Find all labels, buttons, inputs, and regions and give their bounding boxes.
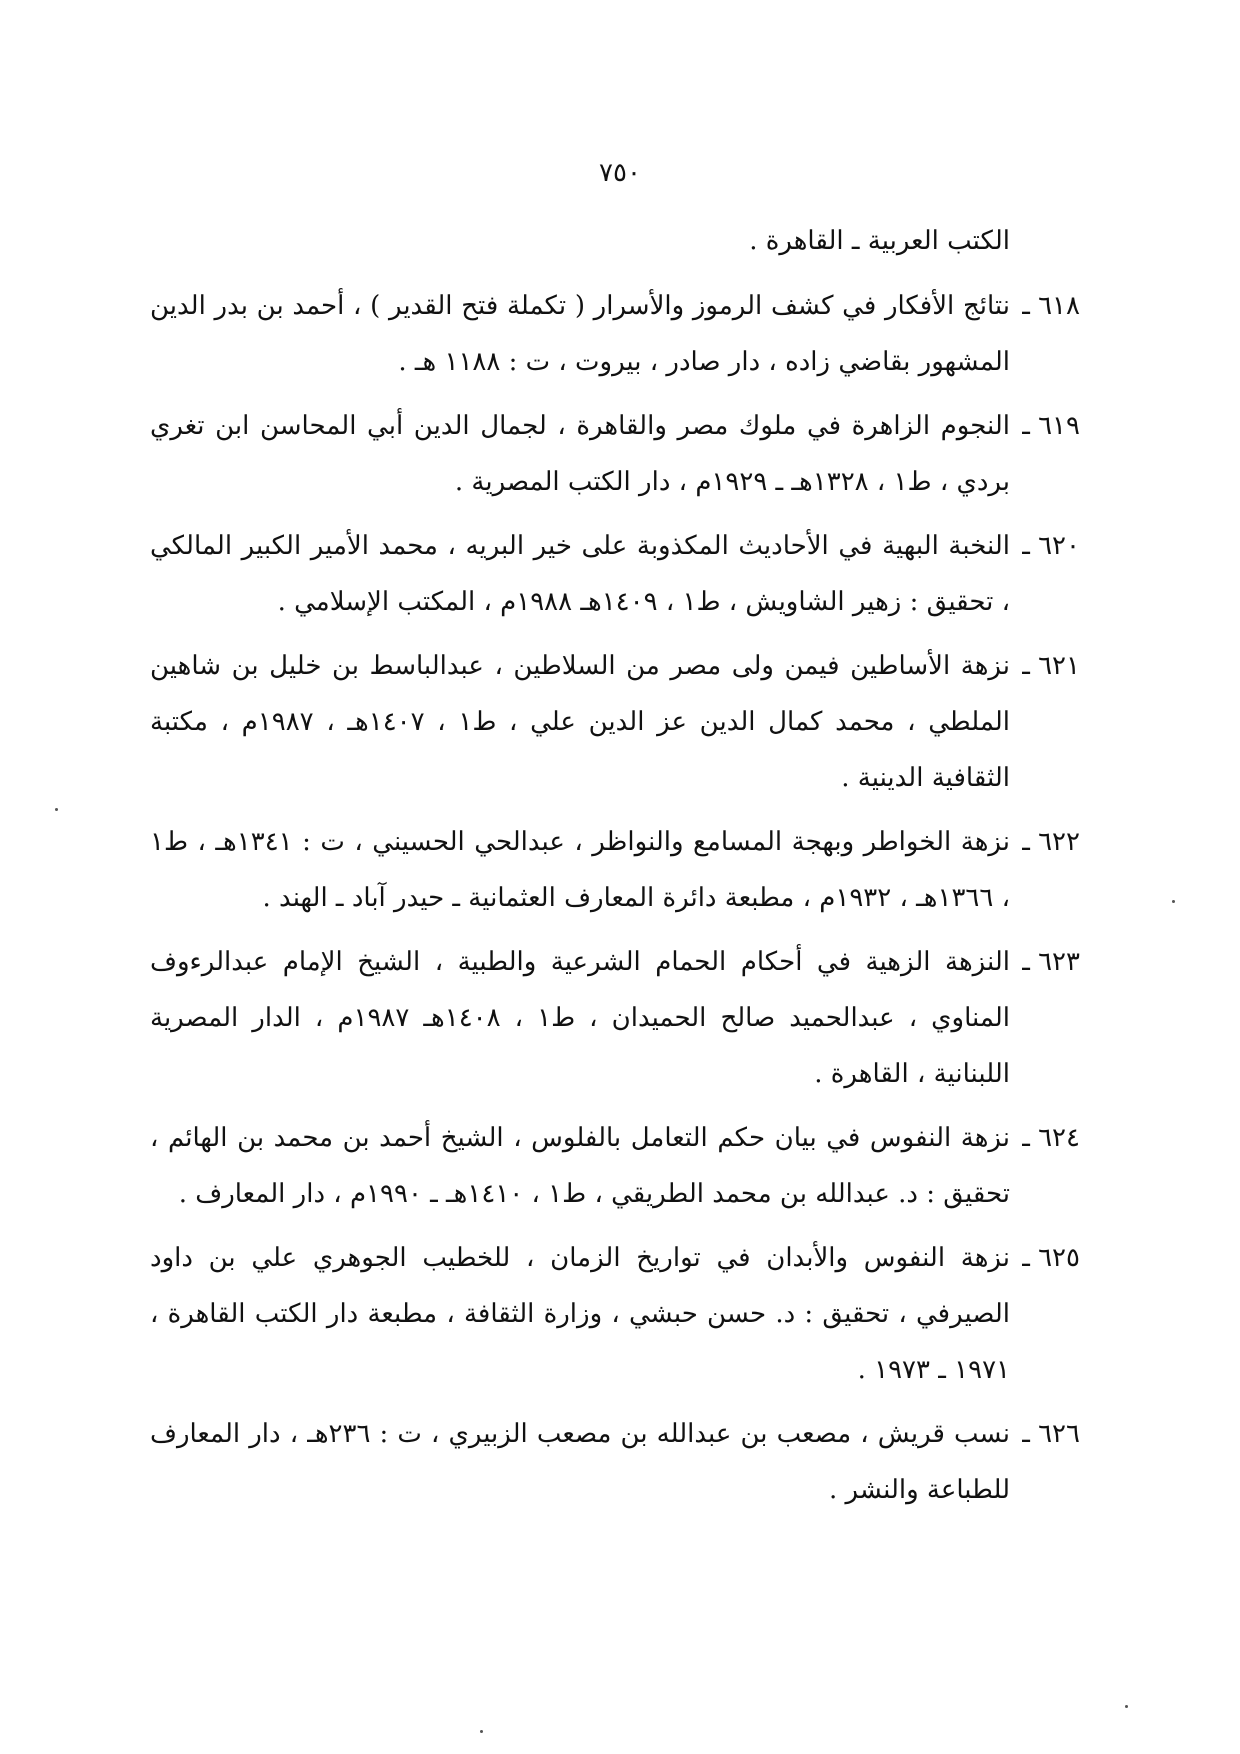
entry-number: ٦٢٤ ـ [1022,1123,1080,1153]
continuation-line: الكتب العربية ـ القاهرة . [749,226,1010,256]
bibliography-entry [150,814,1080,926]
bibliography-entry [150,1110,1080,1222]
entry-text: نزهة النفوس في بيان حكم التعامل بالفلوس ، الشيخ أحمد بن محمد بن الهائم ، تحقيق : د. عبدالله بن محمد الطريقي ، ط١ ، ١٤١٠هـ ـ ١٩٩٠م ، دار المعارف . [150,1123,1010,1209]
bibliography-entry [150,278,1080,390]
entry-number: ٦٢٥ ـ [1022,1243,1080,1273]
scan-speck [55,808,58,811]
bibliography-entry [150,1230,1080,1398]
bibliography-entry [150,398,1080,510]
entry-text: نزهة الخواطر وبهجة المسامع والنواظر ، عبدالحي الحسيني ، ت : ١٣٤١هـ ، ط١ ، ١٣٦٦هـ ، ١٩٣٢م ، مطبعة دائرة المعارف العثمانية ـ حيدر آباد ـ الهند . [150,827,1010,913]
entry-text: نسب قريش ، مصعب بن عبدالله بن مصعب الزبيري ، ت : ٢٣٦هـ ، دار المعارف للطباعة والنشر . [150,1419,1010,1505]
entry-number: ٦٢٦ ـ [1022,1419,1080,1449]
entry-text: النخبة البهية في الأحاديث المكذوبة على خير البريه ، محمد الأمير الكبير المالكي ، تحقيق : زهير الشاويش ، ط١ ، ١٤٠٩هـ ١٩٨٨م ، المكتب الإسلامي . [150,531,1010,617]
entry-number: ٦٢٠ ـ [1022,531,1080,561]
entry-text: نزهة النفوس والأبدان في تواريخ الزمان ، للخطيب الجوهري علي بن داود الصيرفي ، تحقيق : د. حسن حبشي ، وزارة الثقافة ، مطبعة دار الكتب القاهرة ، ١٩٧١ ـ ١٩٧٣ . [150,1243,1010,1385]
bibliography-entry [150,518,1080,630]
entry-text: نتائج الأفكار في كشف الرموز والأسرار ( تكملة فتح القدير ) ، أحمد بن بدر الدين المشهور بقاضي زاده ، دار صادر ، بيروت ، ت : ١١٨٨ هـ . [150,291,1010,377]
entry-number: ٦٢٣ ـ [1022,947,1080,977]
scan-speck [480,1730,483,1733]
bibliography-entry [150,934,1080,1102]
entry-number: ٦١٨ ـ [1022,291,1080,321]
bibliography-entry [150,638,1080,806]
page-number: ٧٥٠ [599,158,641,188]
entry-text: نزهة الأساطين فيمن ولى مصر من السلاطين ، عبدالباسط بن خليل بن شاهين الملطي ، محمد كمال الدين عز الدين علي ، ط١ ، ١٤٠٧هـ ، ١٩٨٧م ، مكتبة الثقافية الدينية . [150,651,1011,793]
bibliography-list [150,218,1080,1526]
entry-number: ٦٢٢ ـ [1022,827,1080,857]
scan-speck [1125,1705,1128,1708]
entry-number: ٦١٩ ـ [1022,411,1080,441]
bibliography-entry [150,1406,1080,1518]
scan-speck [1172,900,1175,903]
entry-text: النزهة الزهية في أحكام الحمام الشرعية والطبية ، الشيخ الإمام عبدالرءوف المناوي ، عبدالحميد صالح الحميدان ، ط١ ، ١٤٠٨هـ ١٩٨٧م ، الدار المصرية اللبنانية ، القاهرة . [150,947,1011,1089]
entry-number: ٦٢١ ـ [1022,651,1080,681]
entry-text: النجوم الزاهرة في ملوك مصر والقاهرة ، لجمال الدين أبي المحاسن ابن تغري بردي ، ط١ ، ١٣٢٨هـ ـ ١٩٢٩م ، دار الكتب المصرية . [150,411,1010,497]
